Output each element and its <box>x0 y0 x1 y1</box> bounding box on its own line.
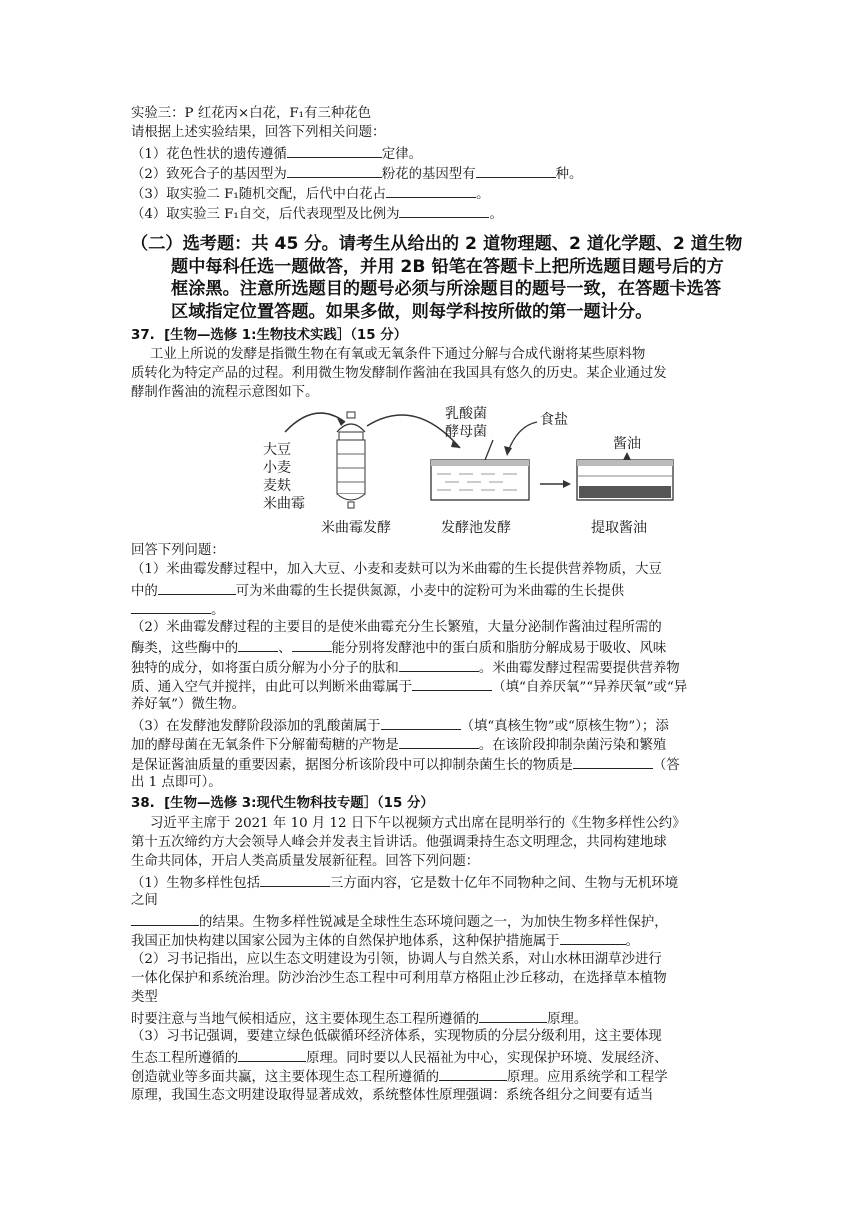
microbe-label: 乳酸菌 <box>445 406 487 422</box>
answer-blank[interactable] <box>386 184 476 198</box>
diagram-caption: 提取酱油 <box>591 520 647 536</box>
material-label: 米曲霉 <box>263 496 305 512</box>
q38-p1-line: 的结果。生物多样性锐减是全球性生态环境问题之一，为加快生物多样性保护， <box>131 912 668 932</box>
answer-blank[interactable] <box>439 1067 507 1081</box>
elective-section-heading <box>131 233 741 323</box>
answer-blank[interactable] <box>287 144 382 158</box>
q38-p2-line: （2）习书记指出，应以生态文明建设为引领，协调人与自然关系，对山水林田湖草沙进行 <box>131 952 662 967</box>
answer-blank[interactable] <box>479 1009 547 1023</box>
experiment-3-line: 实验三：P 红花丙×白花，F₁有三种花色 <box>131 106 372 121</box>
q38-p3-line: 生态工程所遵循的 原理。同时要以人民福祉为中心，实现保护环境、发展经济、 <box>131 1048 668 1068</box>
answer-blank[interactable] <box>412 677 492 691</box>
q37-intro-line: 工业上所说的发酵是指微生物在有氧或无氧条件下通过分解与合成代谢将某些原料物 <box>150 347 646 362</box>
material-label: 麦麸 <box>263 478 291 494</box>
fermentation-pool-icon <box>431 460 529 500</box>
q37-p3-line: 是保证酱油质量的重要因素，据图分析该阶段中可以抑制杂菌生长的物质是 （答 <box>131 755 680 775</box>
answer-blank[interactable] <box>238 638 278 652</box>
q38-p1-line: 我国正加快构建以国家公园为主体的自然保护地体系，这种保护措施属于 。 <box>131 931 639 951</box>
answer-blank[interactable] <box>399 735 479 749</box>
curve-arrow <box>507 422 537 454</box>
answer-blank[interactable] <box>131 912 199 926</box>
section-line: 框涂黑。注意所选题目的题号必须与所涂题目的题号一致，在答题卡选答 <box>171 279 722 299</box>
answer-blank[interactable] <box>560 931 626 945</box>
answer-blank[interactable] <box>476 164 556 178</box>
q37-p1-line: 中的 可为米曲霉的生长提供氮源，小麦中的淀粉可为米曲霉的生长提供 <box>131 581 624 601</box>
q38-intro-line: 习近平主席于 2021 年 10 月 12 日下午以视频方式出席在昆明举行的《生物多样性公约》 <box>150 816 686 831</box>
q38-p2-line: 类型 <box>131 990 158 1005</box>
answer-blank[interactable] <box>399 204 489 218</box>
q37-p2-line: （2）米曲霉发酵过程的主要目的是使米曲霉充分生长繁殖，大量分泌制作酱油过程所需的 <box>131 620 662 635</box>
q38-p2-line: 时要注意与当地气候相适应，这主要体现生态工程所遵循的 原理。 <box>131 1009 587 1029</box>
section-line: （二）选考题：共 45 分。请考生从给出的 2 道物理题、2 道化学题、2 道生物 <box>131 234 743 254</box>
answer-blank[interactable] <box>381 716 461 730</box>
q37-p2-line: 独特的成分，如将蛋白质分解为小分子的肽和 。米曲霉发酵过程需要提供营养物 <box>131 658 680 678</box>
q38-p2-line: 一体化保护和系统治理。防沙治沙生态工程中可利用草方格阻止沙丘移动，在选择草本植物 <box>131 971 667 986</box>
section-line: 区域指定位置答题。如果多做，则每学科按所做的第一题计分。 <box>171 301 653 322</box>
extraction-tank-icon <box>577 460 673 500</box>
arrow-head <box>451 440 460 448</box>
q37-intro-line: 质转化为特定产品的过程。利用微生物发酵制作酱油在我国具有悠久的历史。某企业通过发 <box>131 366 667 381</box>
soy-sauce-flow-diagram <box>255 402 695 542</box>
section-line: 题中每科任选一题做答，并用 2B 铅笔在答题卡上把所选题目题号后的方 <box>171 256 724 277</box>
q37-intro-line: 酵制作酱油的流程示意图如下。 <box>131 385 319 400</box>
question-3-line: （3）取实验二 F₁随机交配，后代中白花占 。 <box>131 184 489 204</box>
q37-p2-line: 养好氧”）微生物。 <box>131 697 245 712</box>
q37-p2-line: 质、通入空气并搅拌，由此可以判断米曲霉属于 （填“自养厌氧”“异养厌氧”或“异 <box>131 677 687 697</box>
question-37-title: 37. [生物—选修 1:生物技术实践］（15 分） <box>131 328 407 343</box>
answer-blank[interactable] <box>292 638 332 652</box>
answer-blank[interactable] <box>260 873 330 887</box>
q38-p3-line: 创造就业等多面共赢，这主要体现生态工程所遵循的 原理。应用系统学和工程学 <box>131 1067 668 1087</box>
diagram-caption: 米曲霉发酵 <box>321 520 391 536</box>
q38-p1-line: （1）生物多样性包括 三方面内容，它是数十亿年不同物种之间、生物与无机环境 <box>131 873 678 893</box>
q37-p2-line: 酶类，这些酶中的 、 能分别将发酵池中的蛋白质和脂肪分解成易于吸收、风味 <box>131 638 666 658</box>
q38-intro-line: 生命共同体，开启人类高质量发展新征程。回答下列问题： <box>131 854 480 869</box>
q38-intro-line: 第十五次缔约方大会领导人峰会并发表主旨讲话。他强调秉持生态文明理念，共同构建地球 <box>131 835 667 850</box>
question-2-line: （2）致死合子的基因型为 粉花的基因型有 种。 <box>131 164 582 184</box>
fermenter-tank-icon <box>337 412 365 508</box>
arrow-head <box>623 452 631 460</box>
answer-prompt: 回答下列问题： <box>131 543 225 558</box>
answer-blank[interactable] <box>238 1048 306 1062</box>
diagram-caption: 发酵池发酵 <box>441 520 511 536</box>
q38-p3-line: 原理，我国生态文明建设取得显著成效，系统整体性原理强调：系统各组分之间要有适当 <box>131 1088 654 1103</box>
microbe-label: 酵母菌 <box>445 424 487 440</box>
q37-p3-line: （3）在发酵池发酵阶段添加的乳酸菌属于 （填“真核生物”或“原核生物”）；添 <box>131 716 669 736</box>
arrow-head <box>563 480 571 488</box>
answer-blank[interactable] <box>158 581 236 595</box>
material-label: 小麦 <box>263 460 291 476</box>
arrow-head <box>504 446 512 456</box>
q37-p3-line: 出 1 点即可）。 <box>131 775 222 790</box>
soy-sauce-label: 酱油 <box>613 436 641 452</box>
q37-p1-line: （1）米曲霉发酵过程中，加入大豆、小麦和麦麸可以为米曲霉的生长提供营养物质，大豆 <box>131 562 662 577</box>
question-prompt: 请根据上述实验结果，回答下列相关问题： <box>131 125 386 140</box>
curve-arrow <box>285 413 345 432</box>
answer-blank[interactable] <box>131 600 211 614</box>
material-label: 大豆 <box>263 442 291 458</box>
question-1-line: （1）花色性状的遗传遵循 定律。 <box>131 144 422 164</box>
answer-blank[interactable] <box>573 755 653 769</box>
question-4-line: （4）取实验三 F₁自交，后代表现型及比例为 。 <box>131 204 503 224</box>
q38-p3-line: （3）习书记强调，要建立绿色低碳循环经济体系，实现物质的分层分级利用，这主要体现 <box>131 1029 662 1044</box>
answer-blank[interactable] <box>399 658 479 672</box>
q38-p1-line: 之间 <box>131 893 158 908</box>
question-38-title: 38. [生物—选修 3:现代生物科技专题］（15 分） <box>131 796 434 811</box>
answer-blank[interactable] <box>287 164 382 178</box>
q37-p1-line: 。 <box>131 600 224 620</box>
salt-label: 食盐 <box>540 412 568 428</box>
q37-p3-line: 加的酵母菌在无氧条件下分解葡萄糖的产物是 。在该阶段抑制杂菌污染和繁殖 <box>131 735 666 755</box>
